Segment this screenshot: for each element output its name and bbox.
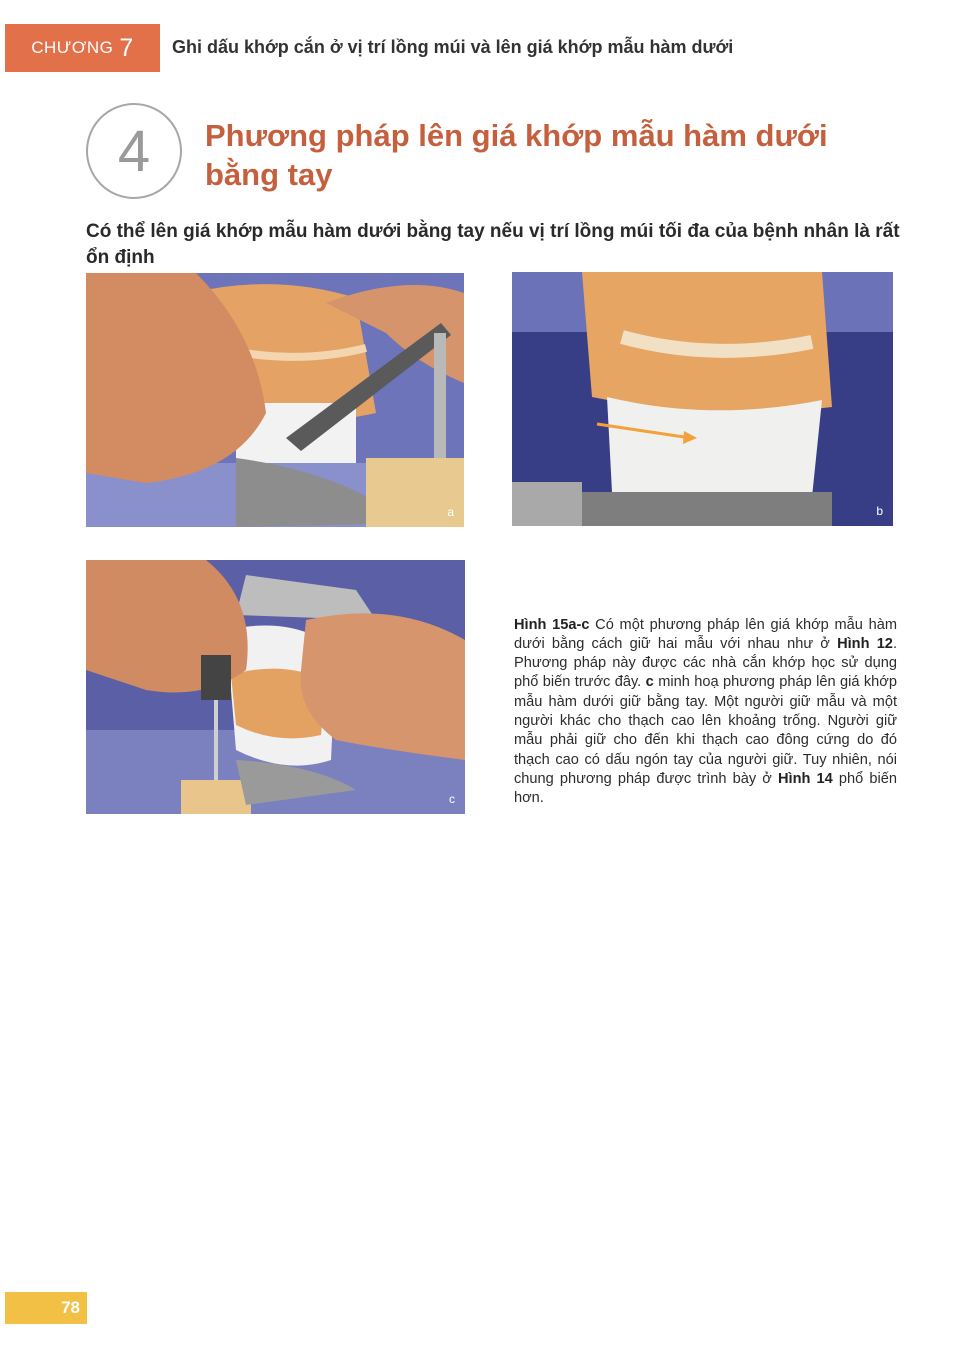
lead-text: Có thể lên giá khớp mẫu hàm dưới bằng tay nếu vị trí lồng múi tối đa của bệnh nhân là rất ổn định <box>86 221 900 268</box>
figure-c-illustration <box>86 560 465 814</box>
caption-text-1: Có một phương pháp lên giá khớp mẫu hàm dưới bằng cách giữ hai mẫu với nhau như ở <box>514 616 897 652</box>
page-number-tab <box>5 1292 87 1324</box>
caption-ref-figure14: Hình 14 <box>777 770 833 787</box>
caption-ref-figure15: Hình 15a-c <box>514 616 590 633</box>
figure-caption <box>514 616 897 809</box>
caption-ref-figure12: Hình 12 <box>837 635 893 652</box>
page-number: 78 <box>61 1298 80 1317</box>
chapter-label: CHƯƠNG <box>31 38 114 57</box>
caption-ref-c: c <box>645 674 654 691</box>
caption-text-2: . Phương pháp này được các nhà cắn khớp học sử dụng phổ biến trước đây. <box>514 635 897 691</box>
figure-a-label: a <box>447 505 454 519</box>
figure-a-illustration <box>86 273 464 527</box>
caption-text-3: minh hoạ phương pháp lên giá khớp mẫu hàm dưới giữ bằng tay. Một người giữ mẫu và một người khác cho thạch cao lên khoảng trống. Người giữ mẫu phải giữ cho đến khi thạch cao đông cứng do đó thạch cao có dấu ngón tay của người giữ. Tuy nhiên, nói chung phương pháp được trình bày ở <box>514 674 897 787</box>
chapter-title: Ghi dấu khớp cắn ở vị trí lồng múi và lên giá khớp mẫu hàm dưới <box>172 37 734 57</box>
figure-a-photo <box>86 273 464 527</box>
figure-b-label: b <box>876 504 883 518</box>
figure-b-photo <box>512 272 893 526</box>
section-number-circle <box>86 103 182 199</box>
section-title: Phương pháp lên giá khớp mẫu hàm dưới bằng tay <box>205 118 828 192</box>
chapter-tag <box>5 24 160 72</box>
section-number: 4 <box>117 118 151 184</box>
figure-c-photo <box>86 560 465 814</box>
caption-text-4: phổ biến hơn. <box>514 770 897 807</box>
chapter-number: 7 <box>119 33 134 62</box>
figure-c-label: c <box>449 792 455 806</box>
figure-b-illustration <box>512 272 893 526</box>
